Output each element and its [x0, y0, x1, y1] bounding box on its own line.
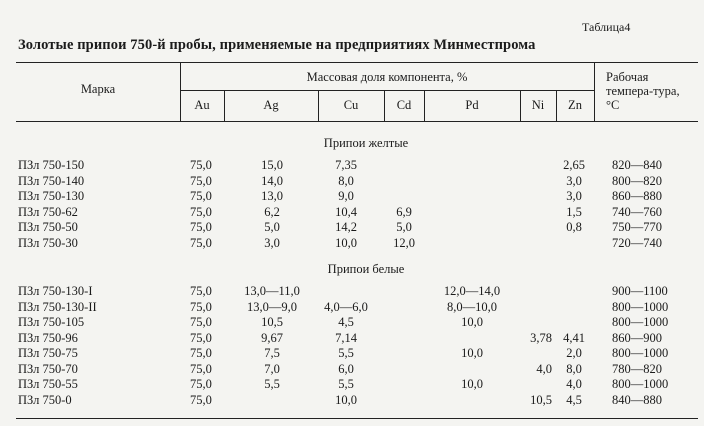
- cell-cu: 7,35: [335, 158, 357, 172]
- cell-cu: 10,0: [335, 235, 357, 250]
- cell-mark: ПЗл 750-150: [18, 158, 85, 172]
- cell-cu: 5,5: [338, 377, 354, 391]
- cell-temp: 860—900: [612, 330, 662, 345]
- cell-ni: 10,5: [530, 392, 552, 407]
- table-row: [0, 174, 704, 188]
- header-cu: Cu: [343, 98, 359, 112]
- cell-temp: 900—1100: [612, 284, 668, 298]
- cell-mark: ПЗл 750-130-ІІ: [18, 299, 97, 314]
- header-mass-fraction: Массовая доля компонента, %: [306, 70, 468, 84]
- cell-au: 75,0: [190, 361, 212, 376]
- header-mark: Марка: [80, 82, 116, 96]
- cell-temp: 750—770: [612, 220, 662, 234]
- header-pd: Pd: [465, 98, 479, 112]
- cell-ag: 7,0: [264, 361, 280, 376]
- table-title: Золотые припои 750-й пробы, применяемые на предприятиях Минместпрома: [18, 37, 536, 53]
- cell-cu: 10,0: [335, 392, 357, 407]
- table-number-label: Таблица4: [582, 20, 631, 34]
- cell-temp: 800—820: [612, 173, 662, 188]
- section-title-yellow: Припои желтые: [323, 136, 409, 150]
- cell-au: 75,0: [190, 235, 212, 250]
- table-row: [0, 236, 704, 250]
- cell-ag: 10,5: [261, 315, 283, 329]
- cell-cu: 9,0: [338, 189, 354, 203]
- column-divider: [180, 62, 181, 121]
- cell-ag: 15,0: [261, 158, 283, 172]
- header-ag: Ag: [263, 98, 279, 112]
- column-divider: [594, 62, 595, 121]
- header-cd: Cd: [396, 98, 412, 112]
- cell-zn: 8,0: [566, 361, 582, 376]
- cell-au: 75,0: [190, 220, 212, 234]
- cell-ni: 3,78: [530, 330, 552, 345]
- cell-temp: 800—1000: [612, 346, 669, 360]
- cell-zn: 1,5: [566, 204, 582, 219]
- cell-ag: 3,0: [264, 235, 280, 250]
- cell-au: 75,0: [190, 173, 212, 188]
- cell-mark: ПЗл 750-96: [18, 330, 78, 345]
- column-divider: [384, 90, 385, 121]
- column-divider: [520, 90, 521, 121]
- cell-mark: ПЗл 750-75: [18, 346, 78, 360]
- cell-mark: ПЗл 750-0: [18, 392, 72, 407]
- cell-temp: 740—760: [612, 204, 662, 219]
- cell-mark: ПЗл 750-70: [18, 361, 78, 376]
- cell-au: 75,0: [190, 346, 212, 360]
- cell-temp: 860—880: [612, 189, 662, 203]
- cell-zn: 4,5: [566, 392, 582, 407]
- cell-temp: 800—1000: [612, 299, 669, 314]
- cell-cu: 6,0: [338, 361, 354, 376]
- table-row: [0, 189, 704, 203]
- cell-pd: 12,0—14,0: [443, 284, 501, 298]
- cell-zn: 3,0: [566, 173, 582, 188]
- table-row: [0, 205, 704, 219]
- cell-temp: 820—840: [612, 158, 662, 172]
- table-row: [0, 393, 704, 407]
- cell-cu: 7,14: [335, 330, 357, 345]
- column-divider: [224, 90, 225, 121]
- cell-zn: 2,65: [563, 158, 585, 172]
- table-row: [0, 284, 704, 298]
- cell-mark: ПЗл 750-140: [18, 173, 85, 188]
- cell-ag: 5,0: [264, 220, 280, 234]
- table-bottom-rule: [16, 418, 698, 419]
- header-sub-rule: [180, 90, 594, 91]
- table-row: [0, 220, 704, 234]
- table-row: [0, 300, 704, 314]
- table-row: [0, 362, 704, 376]
- header-au: Au: [194, 98, 210, 112]
- table-row: [0, 331, 704, 345]
- cell-mark: ПЗл 750-30: [18, 235, 78, 250]
- header-temperature: Рабочая темпера-тура, °С: [606, 70, 680, 112]
- column-divider: [318, 90, 319, 121]
- cell-au: 75,0: [190, 315, 212, 329]
- cell-ag: 6,2: [264, 204, 280, 219]
- cell-mark: ПЗл 750-105: [18, 315, 85, 329]
- cell-au: 75,0: [190, 299, 212, 314]
- table-row: [0, 315, 704, 329]
- section-title-white: Припои белые: [327, 262, 405, 276]
- cell-pd: 8,0—10,0: [447, 299, 497, 314]
- cell-cu: 10,4: [335, 204, 357, 219]
- cell-zn: 0,8: [566, 220, 582, 234]
- cell-au: 75,0: [190, 204, 212, 219]
- cell-cu: 4,5: [338, 315, 354, 329]
- cell-ag: 14,0: [261, 173, 283, 188]
- cell-ag: 7,5: [264, 346, 280, 360]
- cell-au: 75,0: [190, 377, 212, 391]
- cell-mark: ПЗл 750-50: [18, 220, 78, 234]
- table-row: [0, 158, 704, 172]
- cell-ag: 13,0: [261, 189, 283, 203]
- cell-ni: 4,0: [536, 361, 552, 376]
- cell-zn: 2,0: [566, 346, 582, 360]
- cell-cu: 5,5: [338, 346, 354, 360]
- cell-temp: 800—1000: [612, 377, 669, 391]
- table-row: [0, 346, 704, 360]
- cell-mark: ПЗл 750-130-І: [18, 284, 93, 298]
- cell-pd: 10,0: [461, 315, 483, 329]
- cell-pd: 10,0: [461, 346, 483, 360]
- cell-au: 75,0: [190, 189, 212, 203]
- cell-cd: 12,0: [393, 235, 415, 250]
- cell-mark: ПЗл 750-55: [18, 377, 78, 391]
- header-bottom-rule: [16, 121, 698, 122]
- cell-ag: 13,0—9,0: [247, 299, 297, 314]
- cell-mark: ПЗл 750-130: [18, 189, 85, 203]
- cell-au: 75,0: [190, 392, 212, 407]
- cell-ag: 13,0—11,0: [244, 284, 300, 298]
- cell-temp: 780—820: [612, 361, 662, 376]
- cell-mark: ПЗл 750-62: [18, 204, 78, 219]
- cell-pd: 10,0: [461, 377, 483, 391]
- cell-zn: 3,0: [566, 189, 582, 203]
- cell-cu: 14,2: [335, 220, 357, 234]
- cell-temp: 720—740: [612, 235, 662, 250]
- cell-temp: 840—880: [612, 392, 662, 407]
- cell-zn: 4,41: [563, 330, 585, 345]
- column-divider: [424, 90, 425, 121]
- cell-temp: 800—1000: [612, 315, 669, 329]
- cell-cd: 5,0: [396, 220, 412, 234]
- cell-ag: 5,5: [264, 377, 280, 391]
- cell-cu: 8,0: [338, 173, 354, 188]
- cell-au: 75,0: [190, 330, 212, 345]
- cell-au: 75,0: [190, 158, 212, 172]
- cell-cd: 6,9: [396, 204, 412, 219]
- cell-zn: 4,0: [566, 377, 582, 391]
- cell-au: 75,0: [190, 284, 212, 298]
- header-ni: Ni: [531, 98, 545, 112]
- column-divider: [556, 90, 557, 121]
- cell-cu: 4,0—6,0: [324, 299, 368, 314]
- table-row: [0, 377, 704, 391]
- table-top-rule: [16, 62, 698, 63]
- header-zn: Zn: [568, 98, 582, 112]
- cell-ag: 9,67: [261, 330, 283, 345]
